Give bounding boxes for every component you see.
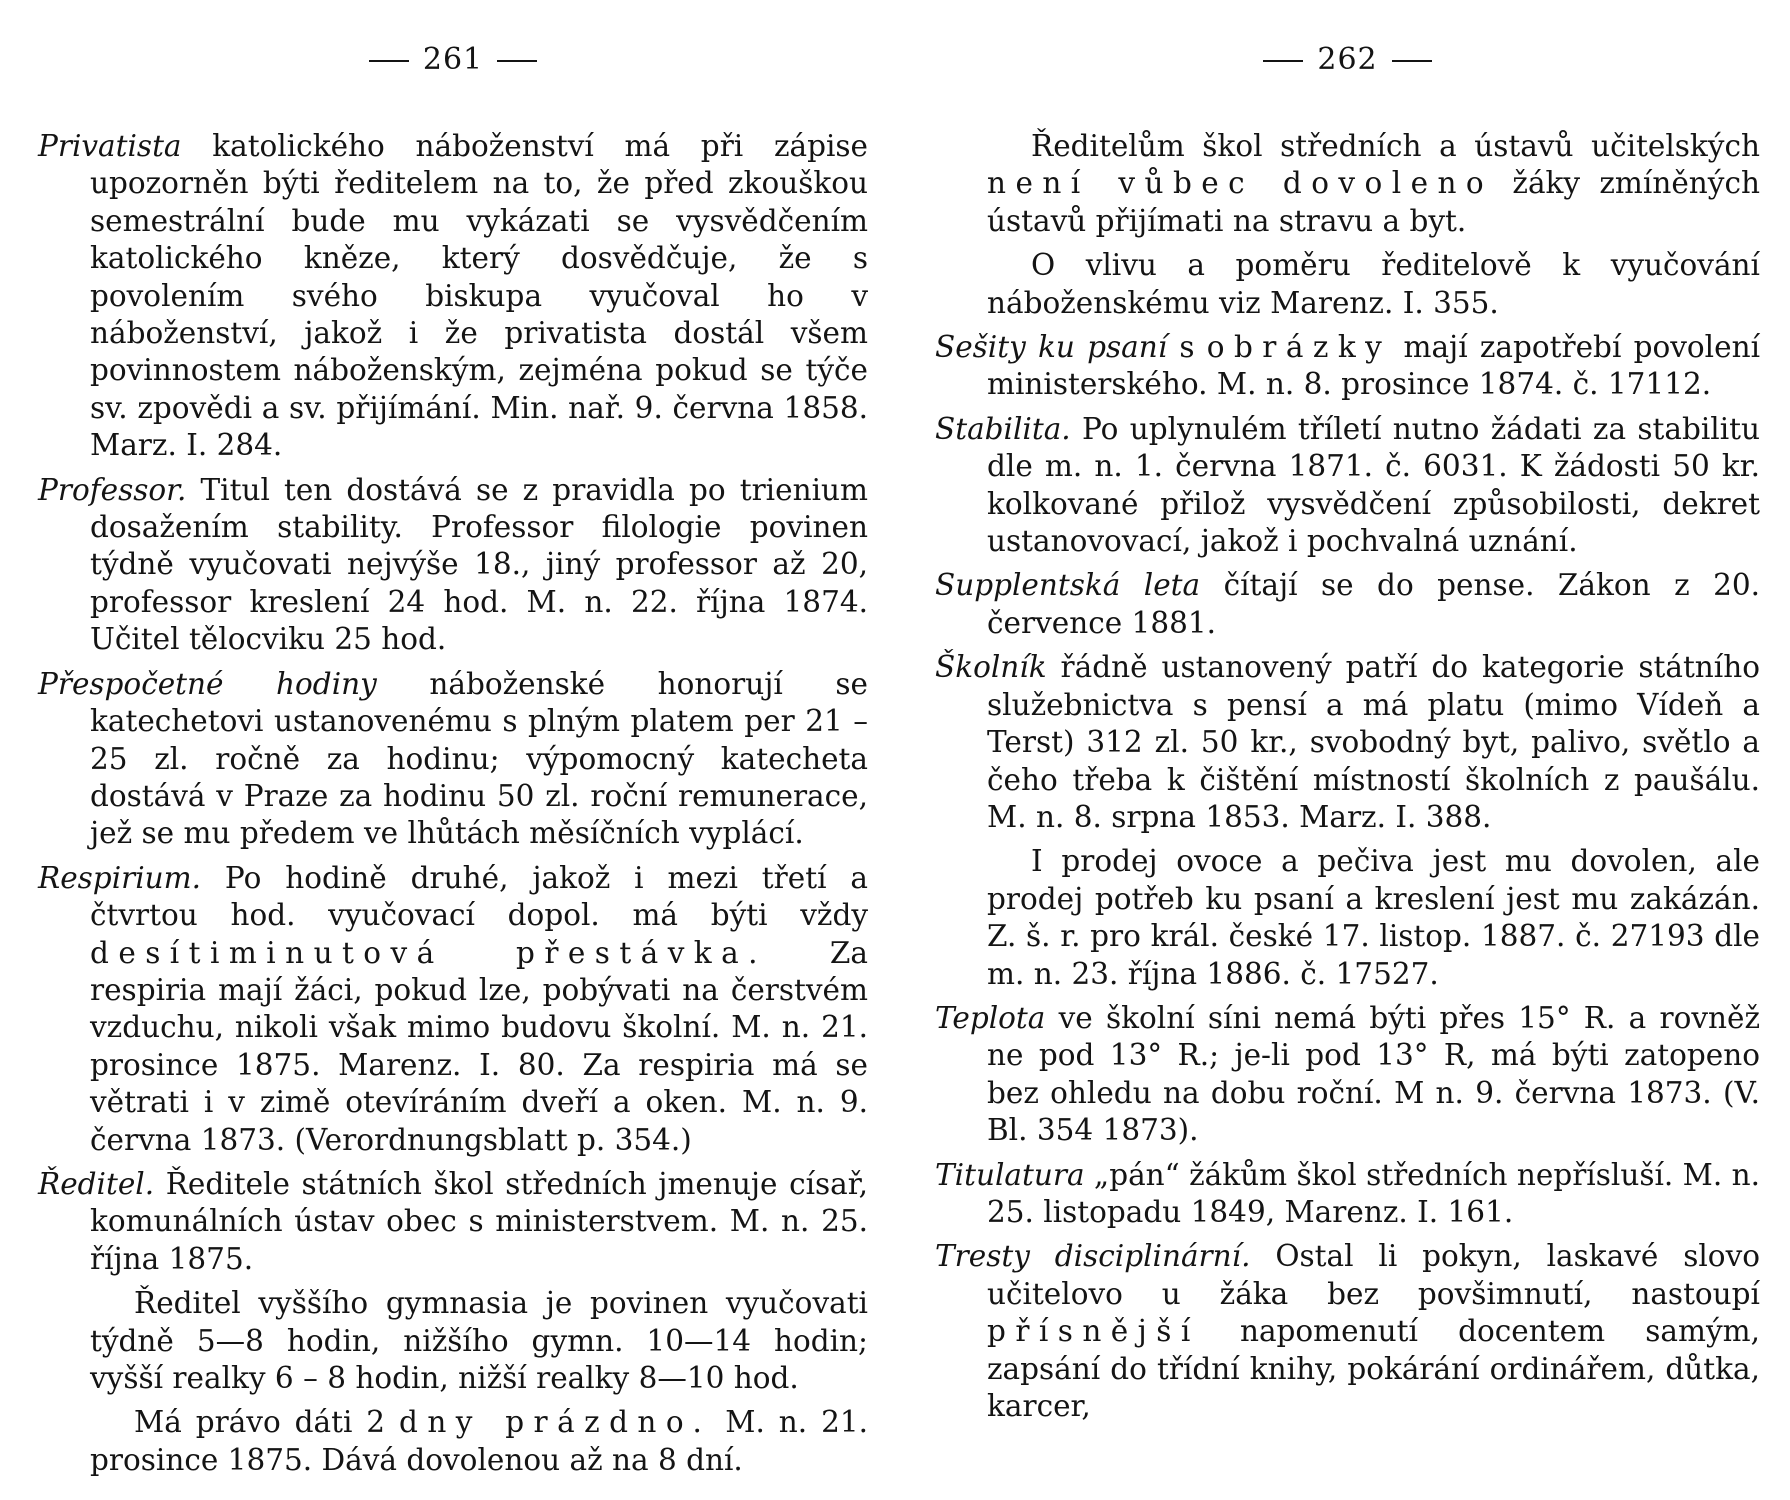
entry-term: Ředitel. bbox=[38, 1166, 155, 1201]
left-page-number: 261 bbox=[38, 42, 868, 77]
entry-prespocetne-hodiny bbox=[38, 666, 868, 853]
dash-ornament bbox=[1392, 60, 1432, 62]
entry-skolnik bbox=[935, 649, 1760, 836]
entry-term: Přespočetné hodiny bbox=[38, 666, 377, 701]
entry-term: Sešity ku psaní bbox=[935, 330, 1168, 365]
entry-text: Za respiria mají žáci, pokud lze, pobývati na čerstvém vzduchu, nikoli však mimo budovu školní. M. n. 21. prosince 1875. Marenz. I. 80. Za respiria má se větrati i v zimě otevíráním dveří a oken. M. n. 9. června 1873. (Verordnungsblatt p. 354.) bbox=[90, 935, 869, 1157]
dash-ornament bbox=[497, 60, 537, 62]
entry-respirium bbox=[38, 860, 868, 1159]
spaced-emphasis: dny prázdno. bbox=[399, 1405, 712, 1440]
entry-text: Po hodině druhé, jakož i mezi třetí a čtvrtou hod. vyučovací dopol. má býti vždy bbox=[90, 860, 868, 933]
entry-sesity: Sešity ku psaní s obrázky mají zapotřebí povolení ministerského. M. n. 8. prosince 1874. č. 17112. bbox=[935, 330, 1761, 402]
right-page-number: 262 bbox=[935, 42, 1760, 77]
entry-text: „pán“ žákům škol středních nepřísluší. M. n. 25. listopadu 1849, Marenz. I. 161. bbox=[987, 1157, 1760, 1229]
entry-text: katolického náboženství má při zápise upozorněn býti ředitelem na to, že před zkouškou semestrální bude mu vykázati se vysvědčením katolického kněze, který dosvědčuje, že s povolením svého biskupa vyučoval ho v náboženství, jakož i že privatista dostál všem povinnostem náboženským, zejména pokud se týče sv. zpovědi a sv. přijímání. Min. nař. 9. června 1858. Marz. I. 284. bbox=[90, 129, 868, 463]
spaced-emphasis: není vůbec dovoleno bbox=[987, 166, 1494, 201]
entry-term: Professor. bbox=[38, 472, 187, 507]
entry-term: Stabilita. bbox=[935, 411, 1071, 446]
entry-text: Titul ten dostává se z pravidla po trienium dosažením stability. Professor filologie povinen týdně vyučovati nejvýše 18., jiný professor až 20, professor kreslení 24 hod. M. n. 22. října 1874. Učitel tělocviku 25 hod. bbox=[90, 472, 868, 657]
spaced-emphasis: desítiminutová přestávka. bbox=[90, 935, 767, 970]
entry-titulatura bbox=[935, 1157, 1760, 1232]
paragraph-reditel-hours: Ředitel vyššího gymnasia je povinen vyučovati týdně 5—8 hodin, nižšího gymn. 10—14 hodin; vyšší realky 6 – 8 hodin, nižší realky 8—10 hod. bbox=[90, 1286, 868, 1395]
entry-text: řádně ustanovený patří do kategorie státního služebnictva s pensí a má platu (mimo Vídeň a Terst) 312 zl. 50 kr., svobodný byt, palivo, světlo a čeho třeba k čištění místností školních z paušálu. M. n. 8. srpna 1853. Marz. I. 388. bbox=[987, 650, 1760, 834]
paragraph-prodej: I prodej ovoce a pečiva jest mu dovolen, ale prodej potřeb ku psaní a kreslení jest mu zakázán. Z. š. r. pro král. české 17. listop. 1887. č. 27193 dle m. n. 23. října 1886. č. 17527. bbox=[987, 844, 1760, 991]
dash-ornament bbox=[1263, 60, 1303, 62]
entry-term: Privatista bbox=[38, 129, 182, 163]
entry-supplentska-leta bbox=[935, 567, 1760, 642]
entry-term: Respirium. bbox=[38, 860, 202, 895]
paragraph-reditel-rights: Má právo dáti 2 dny prázdno. M. n. 21. prosince 1875. Dává dovolenou až na 8 dní. bbox=[90, 1405, 868, 1477]
paragraph-o-vlivu: O vlivu a poměru ředitelově k vyučování náboženskému viz Marenz. I. 355. bbox=[987, 248, 1760, 320]
entry-tresty: Tresty disciplinární. Ostal li pokyn, laskavé slovo učitelovo u žáka bez povšimnutí, nastoupí přísnější napomenutí docentem samým, zapsání do třídní knihy, pokárání ordinářem, důtka, karcer, bbox=[935, 1239, 1760, 1423]
right-page-text bbox=[935, 128, 1760, 1432]
dash-ornament bbox=[369, 60, 409, 62]
entry-term: Titulatura bbox=[935, 1157, 1085, 1192]
entry-professor bbox=[38, 472, 868, 659]
entry-term: Školník bbox=[935, 650, 1047, 685]
entry-term: Tresty disciplinární. bbox=[935, 1239, 1251, 1274]
entry-text: Po uplynulém tříletí nutno žádati za stabilitu dle m. n. 1. června 1871. č. 6031. K žádosti 50 kr. kolkované přilož vysvědčení způsobilosti, dekret ustanovovací, jakož i pochvalná uznání. bbox=[987, 411, 1760, 559]
entry-privatista bbox=[38, 128, 868, 465]
left-page-text bbox=[38, 128, 868, 1486]
entry-stabilita bbox=[935, 411, 1760, 561]
paragraph-reditelum: Ředitelům škol středních a ústavů učitelských není vůbec dovoleno žáky zmíněných ústavů přijímati na stravu a byt. bbox=[987, 129, 1760, 238]
entry-reditel bbox=[38, 1166, 868, 1278]
spaced-emphasis: přísnější bbox=[987, 1314, 1200, 1349]
entry-teplota bbox=[935, 1000, 1760, 1150]
entry-term: Teplota bbox=[935, 1000, 1046, 1035]
entry-text: náboženské honorují se katechetovi ustanovenému s plným platem per 21 – 25 zl. ročně za hodinu; výpomocný katecheta dostává v Praze za hodinu 50 zl. roční remunerace, jež se mu předem ve lhůtách měsíčních vyplácí. bbox=[90, 666, 868, 851]
entry-text: čítají se do pense. Zákon z 20. července 1881. bbox=[987, 568, 1760, 640]
spaced-emphasis: obrázky bbox=[1206, 330, 1392, 365]
entry-text: Ředitele státních škol středních jmenuje císař, komunálních ústav obec s ministerstvem. M. n. 25. října 1875. bbox=[90, 1166, 868, 1276]
entry-term: Supplentská leta bbox=[935, 568, 1201, 603]
entry-text: ve školní síni nemá býti přes 15° R. a rovněž ne pod 13° R.; je-li pod 13° R, má býti zatopeno bez ohledu na dobu roční. M n. 9. června 1873. (V. Bl. 354 1873). bbox=[987, 1000, 1760, 1148]
